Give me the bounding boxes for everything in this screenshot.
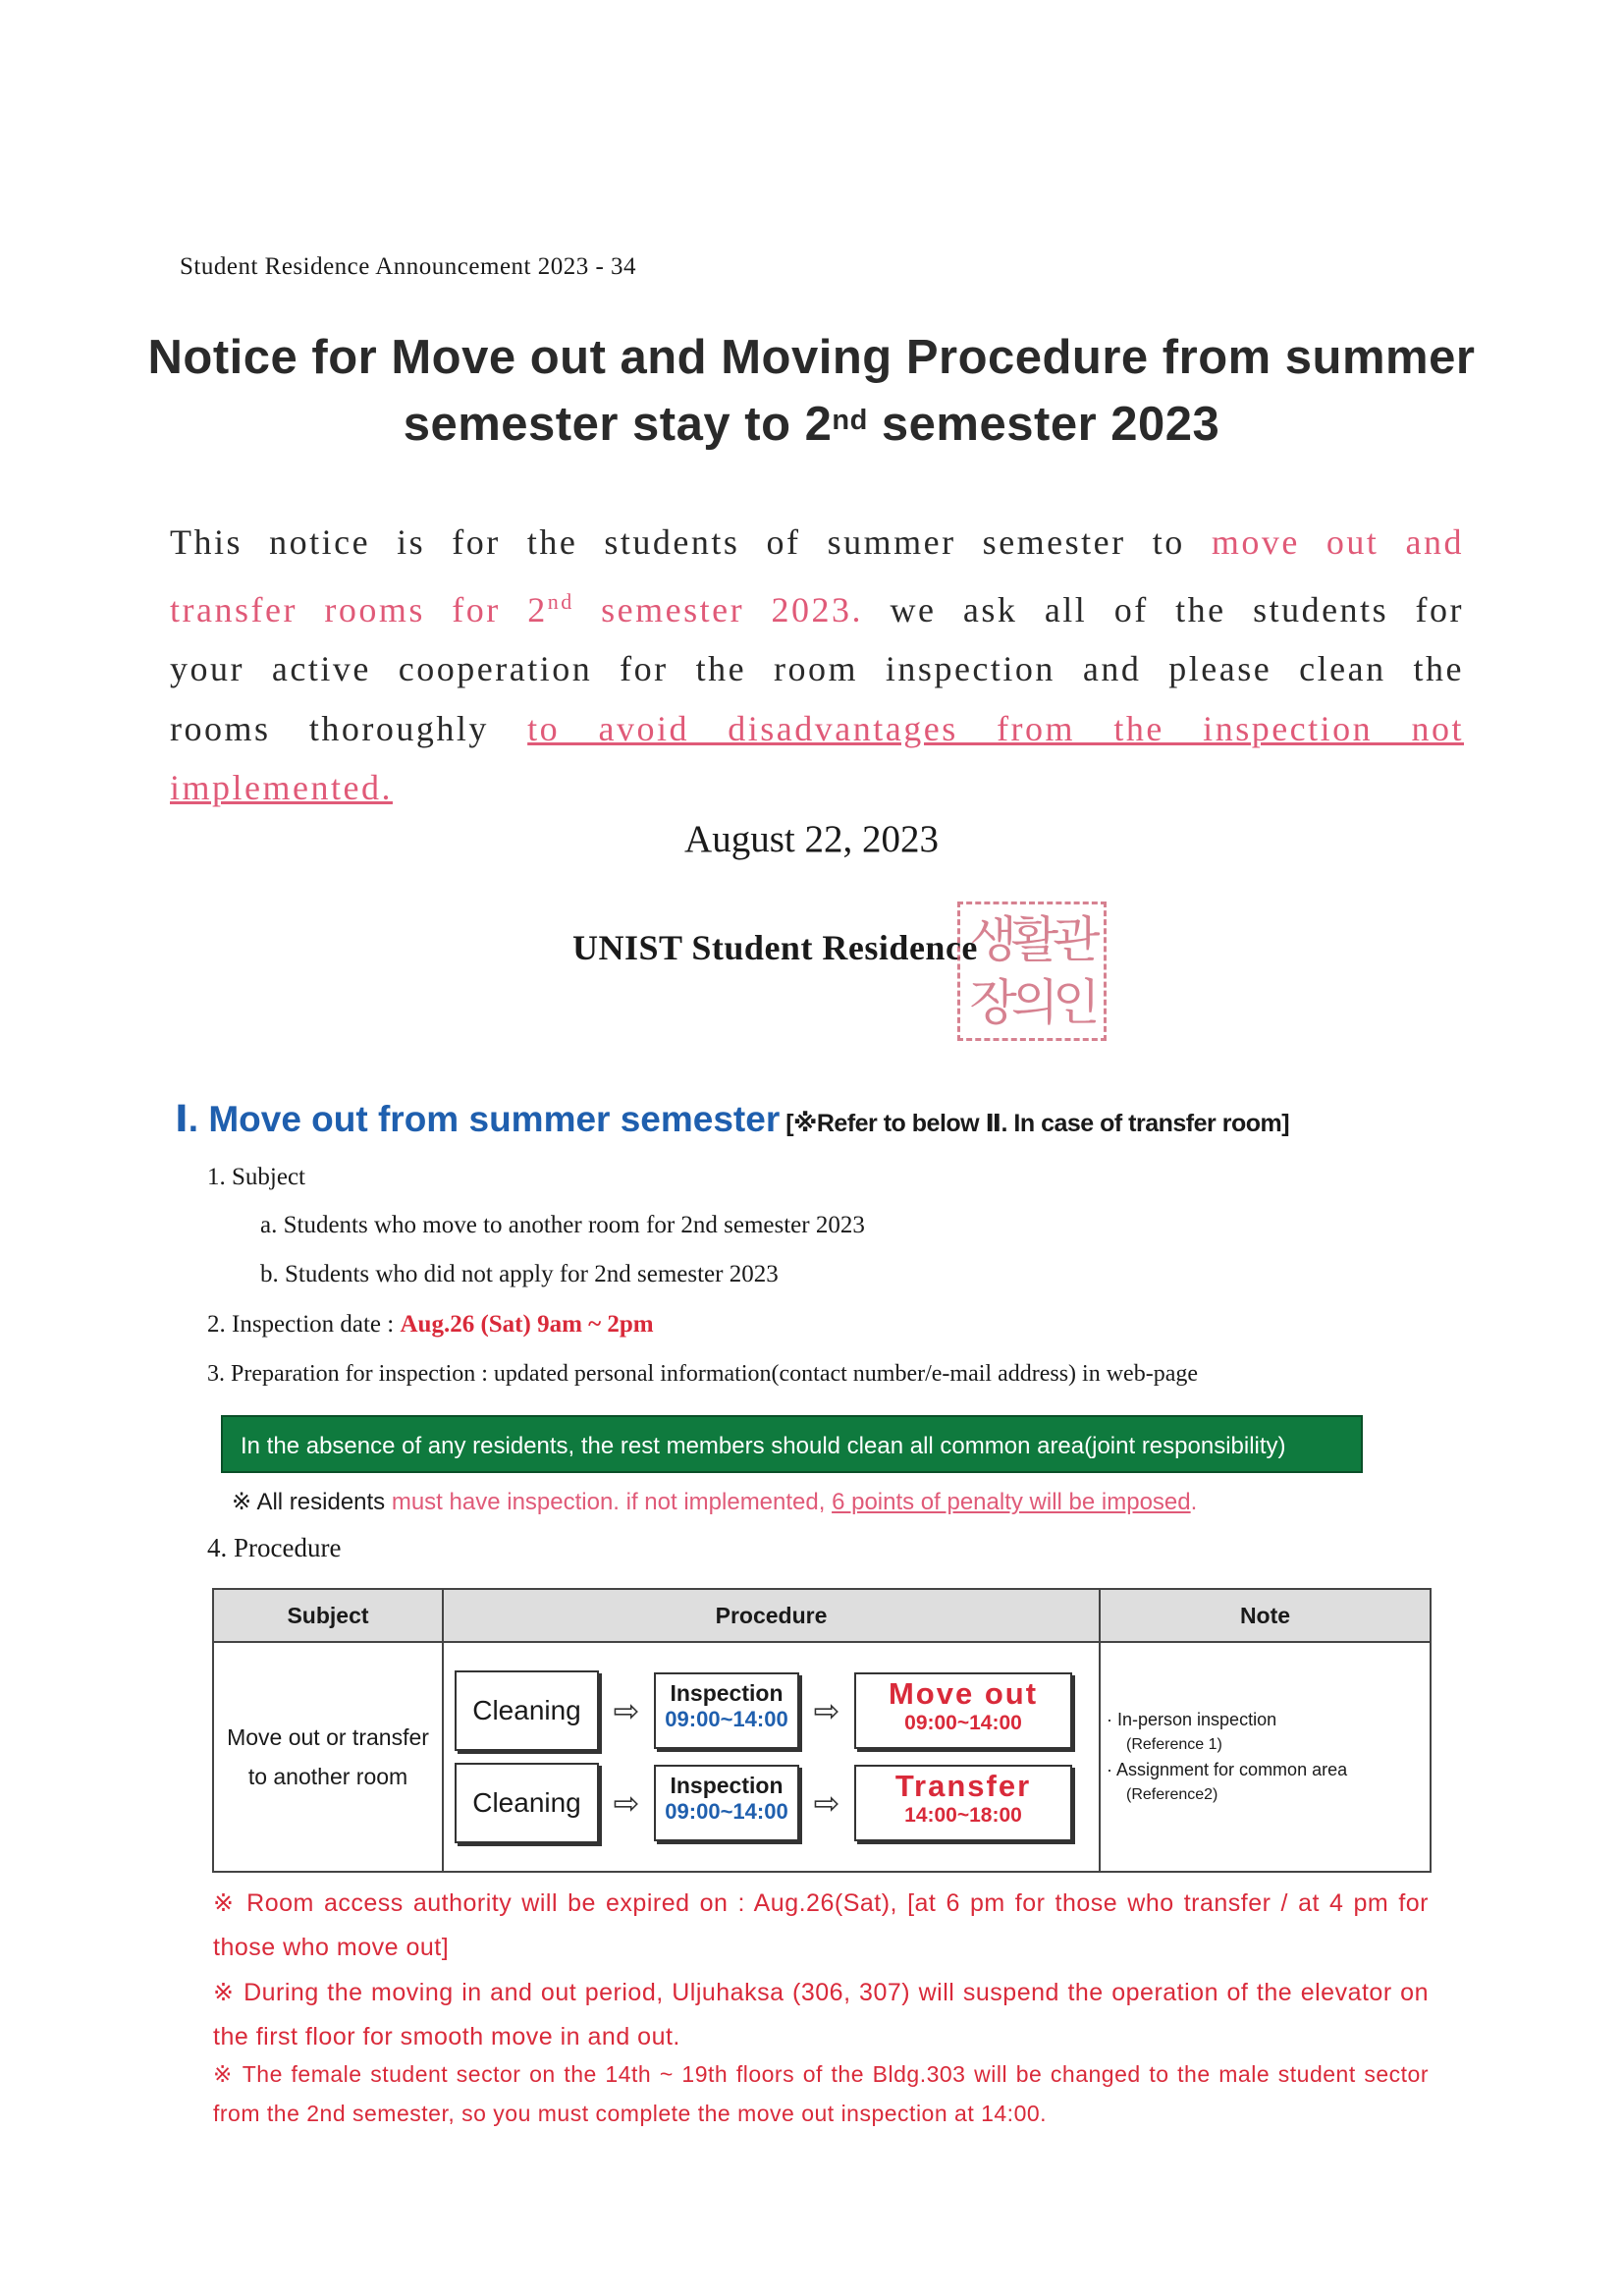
subject-cell: Move out or transfer to another room xyxy=(213,1642,443,1872)
intro-paragraph: This notice is for the students of summer semester to move out and transfer rooms for 2nd semester 2023. we ask all of the students for your active cooperation for the room inspection and please clean the rooms thoroughly to avoid disadvantages from the inspection not implemented. xyxy=(170,522,1464,807)
title-line-2: semester stay to 2nd semester 2023 xyxy=(403,398,1220,451)
announcement-number: Student Residence Announcement 2023 - 34 xyxy=(180,253,637,280)
joint-responsibility-banner: In the absence of any residents, the rest members should clean all common area(joint responsibility) xyxy=(221,1415,1363,1473)
footnote-elevator: ※ During the moving in and out period, Uljuhaksa (306, 307) will suspend the operation of the elevator on the first floor for smooth move in and out. xyxy=(213,1979,1429,2050)
inspection-step: Inspection 09:00~14:00 xyxy=(654,1672,799,1749)
procedure-table xyxy=(212,1588,1432,1873)
title-line-1: Notice for Move out and Moving Procedure from summer xyxy=(147,331,1476,384)
subject-item-b: b. Students who did not apply for 2nd semester 2023 xyxy=(260,1261,779,1287)
transfer-flow xyxy=(455,1763,1088,1843)
subject-item: 1. Subject xyxy=(207,1164,305,1190)
cleaning-step: Cleaning xyxy=(455,1670,599,1751)
arrow-right-icon: ⇨ xyxy=(813,1785,840,1821)
procedure-item: 4. Procedure xyxy=(207,1533,342,1562)
arrow-right-icon: ⇨ xyxy=(613,1693,640,1728)
inspection-step: Inspection 09:00~14:00 xyxy=(654,1765,799,1841)
section-1-note: [※Refer to below Ⅱ. In case of transfer room] xyxy=(785,1110,1290,1137)
penalty-warning: ※ All residents must have inspection. if not implemented, 6 points of penalty will be imposed. xyxy=(232,1489,1198,1515)
page-title xyxy=(147,324,1476,458)
notice-date: August 22, 2023 xyxy=(684,818,939,860)
preparation-item: 3. Preparation for inspection : updated personal information(contact number/e-mail address) in web-page xyxy=(207,1361,1198,1387)
organization-name: UNIST Student Residence xyxy=(572,928,978,967)
inspection-date-item: 2. Inspection date : Aug.26 (Sat) 9am ~ 2pm xyxy=(207,1311,654,1338)
header-subject: Subject xyxy=(213,1589,443,1642)
header-procedure: Procedure xyxy=(443,1589,1100,1642)
arrow-right-icon: ⇨ xyxy=(613,1785,640,1821)
move-out-step: Move out 09:00~14:00 xyxy=(854,1672,1072,1749)
header-note: Note xyxy=(1100,1589,1431,1642)
move-out-flow xyxy=(455,1670,1088,1751)
footnote-sector-change: ※ The female student sector on the 14th ~ 19th floors of the Bldg.303 will be changed to the male student sector from the 2nd semester, so you must complete the move out inspection at 14:00. xyxy=(213,2061,1429,2126)
official-seal-stamp: 생활관 장의인 xyxy=(957,902,1107,1041)
procedure-flow-cell xyxy=(443,1642,1100,1872)
note-cell: · In-person inspection (Reference 1) · Assignment for common area (Reference2) xyxy=(1100,1642,1431,1872)
section-1-heading: Ⅰ. Move out from summer semester [※Refer to below Ⅱ. In case of transfer room] xyxy=(175,1099,1290,1139)
inspection-date-value: Aug.26 (Sat) 9am ~ 2pm xyxy=(400,1311,654,1338)
arrow-right-icon: ⇨ xyxy=(813,1693,840,1728)
transfer-step: Transfer 14:00~18:00 xyxy=(854,1765,1072,1841)
footnote-access-expiry: ※ Room access authority will be expired on : Aug.26(Sat), [at 6 pm for those who transfer / at 4 pm for those who move out] xyxy=(213,1889,1429,1961)
subject-item-a: a. Students who move to another room for 2nd semester 2023 xyxy=(260,1212,865,1238)
cleaning-step: Cleaning xyxy=(455,1763,599,1843)
